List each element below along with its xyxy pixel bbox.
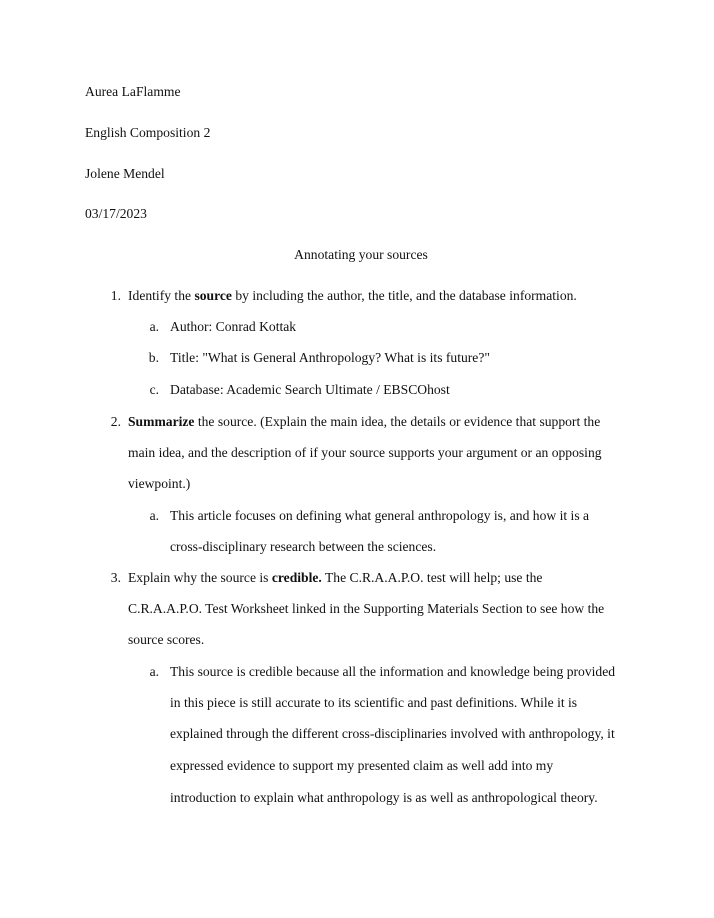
- sublist-marker: a.: [149, 508, 159, 523]
- sublist-item-text: This source is credible because all the information and knowledge being provided: [170, 664, 616, 679]
- sublist-item-text: expressed evidence to support my presented claim as well add into my: [170, 758, 554, 773]
- document-date: 03/17/2023: [85, 206, 147, 221]
- sublist-item-text: Title: "What is General Anthropology? What is its future?": [170, 350, 490, 365]
- sublist-marker: b.: [148, 350, 159, 365]
- sublist-item-text: in this piece is still accurate to its scientific and past definitions. While it is: [170, 695, 578, 710]
- sublist-item-text: This article focuses on defining what general anthropology is, and how it is a: [170, 508, 590, 523]
- list-marker: 3.: [110, 570, 121, 585]
- list-item-text: C.R.A.A.P.O. Test Worksheet linked in the Supporting Materials Section to see how the: [128, 601, 605, 616]
- sublist-marker: c.: [149, 382, 159, 397]
- sublist-marker: a.: [149, 664, 159, 679]
- sublist-item-text: Author: Conrad Kottak: [170, 319, 297, 334]
- instructor-name: Jolene Mendel: [85, 166, 165, 181]
- sublist-marker: a.: [149, 319, 159, 334]
- sublist-item-text: Database: Academic Search Ultimate / EBSCOhost: [170, 382, 450, 397]
- list-marker: 1.: [110, 288, 121, 303]
- document-title: Annotating your sources: [294, 247, 428, 262]
- list-marker: 2.: [110, 414, 121, 429]
- list-item-text: source scores.: [128, 632, 205, 647]
- list-item-text: Identify the source by including the author, the title, and the database information.: [128, 288, 577, 303]
- list-item-text: Explain why the source is credible. The C.R.A.A.P.O. test will help; use the: [128, 570, 543, 585]
- course-name: English Composition 2: [85, 125, 211, 140]
- list-item-text: viewpoint.): [128, 476, 191, 491]
- sublist-item-text: introduction to explain what anthropology is as well as anthropological theory.: [170, 790, 598, 805]
- sublist-item-text: cross-disciplinary research between the sciences.: [170, 539, 437, 554]
- list-item-text: main idea, and the description of if your source supports your argument or an opposing: [128, 445, 602, 460]
- sublist-item-text: explained through the different cross-disciplinaries involved with anthropology, it: [170, 726, 615, 741]
- list-item-text: Summarize the source. (Explain the main idea, the details or evidence that support the: [128, 414, 601, 429]
- student-name: Aurea LaFlamme: [85, 84, 181, 99]
